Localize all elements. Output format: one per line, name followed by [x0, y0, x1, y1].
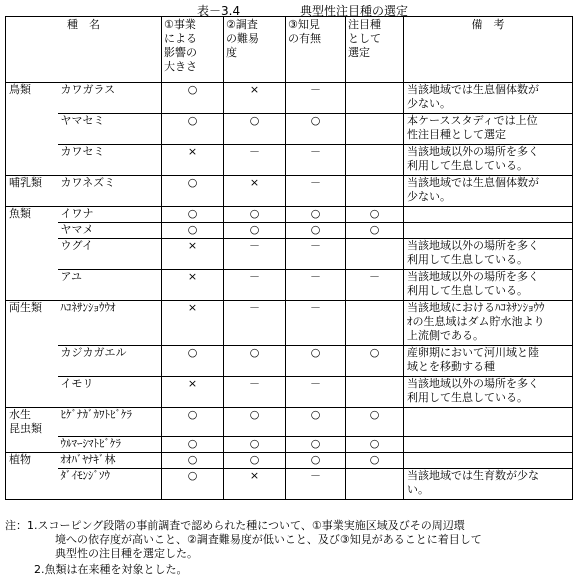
remarks-line: 産卵期において河川域と陸	[407, 346, 539, 359]
header-difficulty-line: の難易	[226, 32, 259, 45]
difficulty-cell: ○	[224, 114, 286, 145]
footnote-line: 2.魚類は在来種を対象とした。	[34, 563, 188, 576]
remarks-cell	[404, 452, 573, 468]
knowledge-cell: －	[286, 270, 346, 301]
header-impact-line: 大きさ	[164, 60, 197, 73]
header-selection	[346, 17, 404, 83]
selection-cell: ○	[346, 207, 404, 223]
table-row	[6, 346, 573, 377]
table-row	[6, 176, 573, 207]
difficulty-cell: －	[224, 270, 286, 301]
remarks-cell	[404, 114, 573, 145]
remarks-cell	[404, 301, 573, 346]
remarks-cell	[404, 176, 573, 207]
impact-cell: ○	[162, 436, 224, 452]
species-name: ﾀﾞｲﾓﾝｼﾞｿｳ	[58, 468, 162, 499]
remarks-cell	[404, 270, 573, 301]
group-name: 昆虫類	[9, 422, 42, 435]
knowledge-cell: ○	[286, 452, 346, 468]
difficulty-cell: ○	[224, 452, 286, 468]
species-name: ヤマセミ	[58, 114, 162, 145]
remarks-line: い。	[407, 482, 429, 496]
table-row	[6, 114, 573, 145]
table-row	[6, 436, 573, 452]
group-cell	[6, 176, 58, 207]
table-row	[6, 468, 573, 499]
remarks-line: 少ない。	[407, 97, 451, 110]
header-knowledge-line: ③知見	[288, 18, 320, 31]
group-cell	[6, 408, 58, 437]
difficulty-cell: －	[224, 145, 286, 176]
difficulty-cell: －	[224, 301, 286, 346]
group-name: 植物	[9, 452, 31, 466]
remarks-line: 性注目種として選定	[407, 128, 506, 141]
remarks-line: 少ない。	[407, 190, 451, 203]
impact-cell: ○	[162, 223, 224, 239]
knowledge-cell: －	[286, 301, 346, 346]
difficulty-cell: ×	[224, 83, 286, 114]
remarks-line: 当該地域以外の場所を多く	[407, 239, 539, 252]
remarks-line: 当該地域以外の場所を多く	[407, 145, 539, 158]
remarks-line: 当該地域では生育数が少な	[407, 468, 539, 482]
group-cell	[6, 452, 58, 468]
remarks-line: 当該地域では生息個体数が	[407, 176, 539, 189]
species-name: ﾋｹﾞﾅｶﾞｶﾜﾄﾋﾞｹﾗ	[58, 408, 162, 437]
header-row	[6, 17, 573, 83]
header-species: 種 名	[6, 17, 162, 83]
header-difficulty-line: 度	[226, 46, 237, 59]
knowledge-cell: ○	[286, 408, 346, 437]
footnote-line: 境への依存度が高いこと、②調査難易度が低いこと、及び③知見があることに着目して	[55, 533, 482, 546]
table-caption: 典型性注目種の選定	[300, 4, 409, 18]
species-name: ｳﾙﾏｰｼﾏﾄﾋﾞｹﾗ	[58, 436, 162, 452]
impact-cell: ○	[162, 83, 224, 114]
table-row	[6, 83, 573, 114]
difficulty-cell: ○	[224, 408, 286, 437]
header-selection-line: 選定	[348, 46, 370, 59]
knowledge-cell: －	[286, 239, 346, 270]
species-name: カジカガエル	[58, 346, 162, 377]
table-row	[6, 408, 573, 437]
group-cell	[6, 468, 58, 499]
table-row	[6, 207, 573, 223]
footnote-line: 典型性の注目種を選定した。	[55, 547, 198, 560]
selection-cell	[346, 145, 404, 176]
header-impact-line: ①事業	[164, 18, 196, 31]
selection-cell	[346, 239, 404, 270]
header-impact-line: による	[164, 32, 197, 45]
species-name: ﾊｺﾈｻﾝｼｮｳｳｵ	[58, 301, 162, 346]
remarks-line: 利用して生息している。	[407, 391, 528, 404]
group-name: 魚類	[9, 207, 31, 220]
remarks-cell	[404, 377, 573, 408]
impact-cell: ○	[162, 452, 224, 468]
group-cell	[6, 301, 58, 346]
difficulty-cell: ○	[224, 346, 286, 377]
group-cell	[6, 436, 58, 452]
species-name: ｵｵﾊﾞﾔﾅｷﾞ林	[58, 452, 162, 468]
header-remarks: 備 考	[404, 17, 573, 83]
knowledge-cell: ○	[286, 346, 346, 377]
remarks-cell	[404, 207, 573, 223]
difficulty-cell: ○	[224, 223, 286, 239]
difficulty-cell: ×	[224, 468, 286, 499]
remarks-cell	[404, 239, 573, 270]
group-name: 水生	[9, 408, 31, 421]
remarks-cell	[404, 436, 573, 452]
knowledge-cell: －	[286, 145, 346, 176]
remarks-line: 当該地域以外の場所を多く	[407, 377, 539, 390]
selection-cell	[346, 83, 404, 114]
header-selection-line: として	[348, 32, 381, 45]
selection-cell: －	[346, 270, 404, 301]
header-impact-line: 影響の	[164, 46, 197, 59]
remarks-cell	[404, 223, 573, 239]
remarks-cell	[404, 408, 573, 437]
table-row	[6, 377, 573, 408]
remarks-line: 利用して生息している。	[407, 284, 528, 297]
impact-cell: ×	[162, 301, 224, 346]
remarks-cell	[404, 83, 573, 114]
difficulty-cell: ×	[224, 176, 286, 207]
impact-cell: ×	[162, 145, 224, 176]
selection-cell: ○	[346, 452, 404, 468]
group-cell	[6, 223, 58, 239]
remarks-line: 利用して生息している。	[407, 253, 528, 266]
difficulty-cell: －	[224, 239, 286, 270]
group-cell	[6, 377, 58, 408]
selection-cell	[346, 468, 404, 499]
group-cell	[6, 346, 58, 377]
selection-cell: ○	[346, 223, 404, 239]
selection-cell: ○	[346, 346, 404, 377]
remarks-line: 域とを移動する種	[407, 360, 495, 373]
species-name: アユ	[58, 270, 162, 301]
impact-cell: ○	[162, 468, 224, 499]
header-difficulty	[224, 17, 286, 83]
header-difficulty-line: ②調査	[226, 18, 258, 31]
knowledge-cell: －	[286, 176, 346, 207]
remarks-line: 当該地域以外の場所を多く	[407, 270, 539, 283]
remarks-cell	[404, 145, 573, 176]
remarks-cell	[404, 468, 573, 499]
impact-cell: ○	[162, 408, 224, 437]
table-row	[6, 452, 573, 468]
table-row	[6, 270, 573, 301]
knowledge-cell: －	[286, 468, 346, 499]
remarks-cell	[404, 346, 573, 377]
species-name: カワガラス	[58, 83, 162, 114]
remarks-line: 本ケーススタディでは上位	[407, 114, 538, 127]
difficulty-cell: ○	[224, 207, 286, 223]
table-row	[6, 239, 573, 270]
remarks-line: 利用して生息している。	[407, 159, 528, 172]
group-name: 両生類	[9, 301, 42, 314]
group-cell	[6, 270, 58, 301]
impact-cell: ○	[162, 207, 224, 223]
selection-cell	[346, 176, 404, 207]
table-number: 表－3.4	[197, 4, 241, 18]
species-name: イワナ	[58, 207, 162, 223]
remarks-line: 当該地域におけるﾊｺﾈｻﾝｼｮｳｳ	[407, 301, 545, 314]
knowledge-cell: －	[286, 83, 346, 114]
header-knowledge	[286, 17, 346, 83]
difficulty-cell: ○	[224, 436, 286, 452]
remarks-line: 当該地域では生息個体数が	[407, 83, 539, 96]
impact-cell: ○	[162, 176, 224, 207]
selection-cell	[346, 301, 404, 346]
group-name: 哺乳類	[9, 176, 42, 189]
group-cell	[6, 239, 58, 270]
species-name: ウグイ	[58, 239, 162, 270]
difficulty-cell: －	[224, 377, 286, 408]
remarks-line: 上流側である。	[407, 329, 484, 342]
knowledge-cell: －	[286, 377, 346, 408]
selection-cell	[346, 114, 404, 145]
impact-cell: ○	[162, 346, 224, 377]
table-row	[6, 145, 573, 176]
table-row	[6, 301, 573, 346]
group-cell	[6, 83, 58, 114]
species-name: カワセミ	[58, 145, 162, 176]
footnote-line: 注：1.スコーピング段階の事前調査で認められた種について、①事業実施区域及びその周辺環	[5, 519, 465, 532]
impact-cell: ×	[162, 270, 224, 301]
group-name: 鳥類	[9, 83, 31, 96]
species-name: カワネズミ	[58, 176, 162, 207]
header-selection-line: 注目種	[348, 18, 381, 31]
knowledge-cell: ○	[286, 223, 346, 239]
group-cell	[6, 145, 58, 176]
selection-cell: ○	[346, 408, 404, 437]
group-cell	[6, 114, 58, 145]
table-row	[6, 223, 573, 239]
group-cell	[6, 207, 58, 223]
impact-cell: ×	[162, 377, 224, 408]
selection-table	[5, 16, 573, 500]
knowledge-cell: ○	[286, 114, 346, 145]
species-name: ヤマメ	[58, 223, 162, 239]
species-name: イモリ	[58, 377, 162, 408]
remarks-line: ｵの生息域はダム貯水池より	[407, 315, 545, 328]
header-impact	[162, 17, 224, 83]
knowledge-cell: ○	[286, 207, 346, 223]
header-knowledge-line: の有無	[288, 32, 321, 45]
impact-cell: ○	[162, 114, 224, 145]
selection-cell: ○	[346, 436, 404, 452]
selection-cell	[346, 377, 404, 408]
impact-cell: ×	[162, 239, 224, 270]
knowledge-cell: ○	[286, 436, 346, 452]
